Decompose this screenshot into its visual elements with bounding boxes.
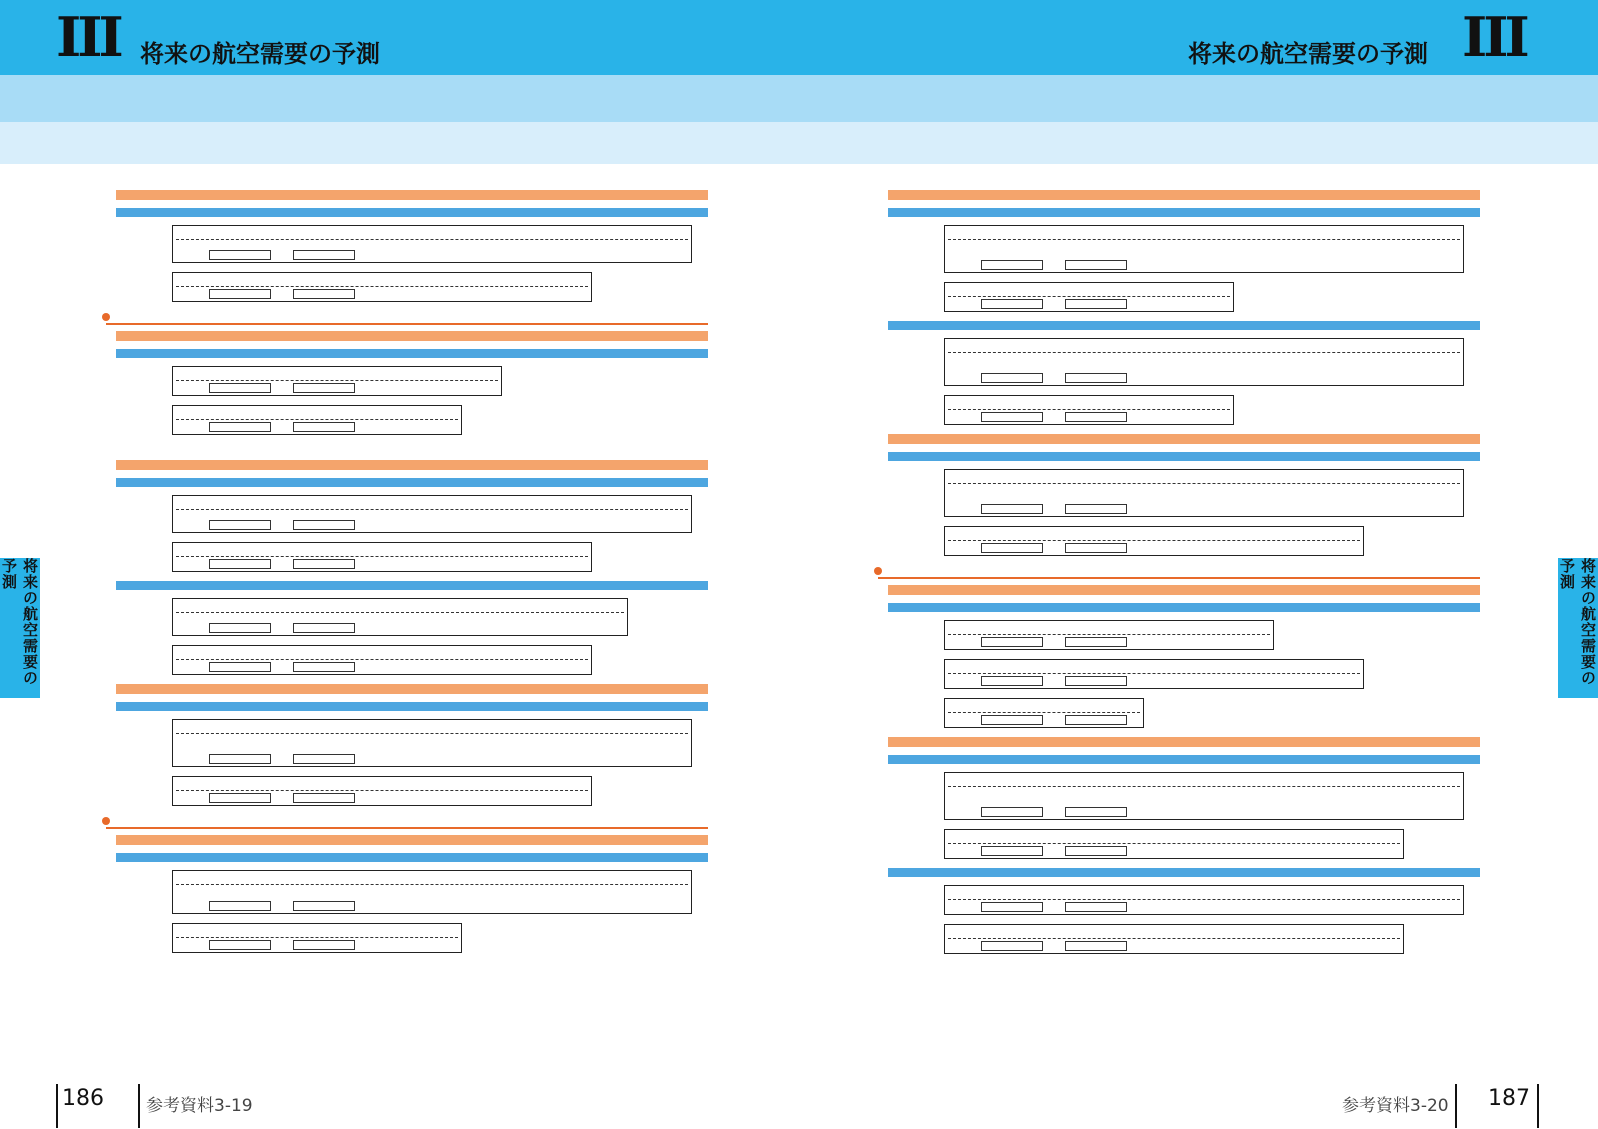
subsection-bar [888, 603, 1480, 612]
subsection-bar [888, 755, 1480, 764]
zone-separator [116, 815, 708, 829]
footer-rule [1537, 1084, 1539, 1128]
page-number-right: 187 [1488, 1086, 1530, 1111]
reference-label-right: 参考資料3-20 [1342, 1096, 1449, 1116]
subsection-bar [116, 853, 708, 862]
footer-rule [56, 1084, 58, 1128]
subsection-bar [116, 349, 708, 358]
chapter-title-right: 将来の航空需要の予測 [1188, 40, 1428, 68]
zone-bar [116, 331, 708, 341]
route-row [888, 924, 1480, 954]
subsection-bar [888, 321, 1480, 330]
footer-rule [138, 1084, 140, 1128]
subsection-bar [116, 208, 708, 217]
zone-bar [888, 190, 1480, 200]
zone-bar [888, 434, 1480, 444]
header-band-light [0, 75, 1598, 122]
route-row [888, 885, 1480, 915]
page-number-left: 186 [62, 1086, 104, 1111]
side-tab-left: 将来の航空需要の予測 [0, 558, 40, 698]
subsection-bar [116, 478, 708, 487]
route-row [888, 772, 1480, 820]
route-row [116, 495, 708, 533]
route-row [888, 620, 1480, 650]
route-row [888, 395, 1480, 425]
zone-bar [116, 460, 708, 470]
zone-bar [116, 684, 708, 694]
route-row [116, 366, 708, 396]
route-row [116, 645, 708, 675]
route-row [888, 659, 1480, 689]
chapter-numeral-right: III [1462, 5, 1526, 69]
route-row [116, 870, 708, 914]
zone-separator [888, 565, 1480, 579]
route-row [888, 469, 1480, 517]
chapter-title-left: 将来の航空需要の予測 [140, 40, 380, 68]
route-row [888, 282, 1480, 312]
subsection-bar [888, 208, 1480, 217]
route-row [116, 776, 708, 806]
zone-bar [116, 835, 708, 845]
subsection-bar [888, 452, 1480, 461]
zone-bar [888, 585, 1480, 595]
chapter-numeral-left: III [56, 5, 120, 69]
route-row [888, 829, 1480, 859]
footer-rule [1455, 1084, 1457, 1128]
zone-separator [116, 311, 708, 325]
route-row [116, 542, 708, 572]
route-row [888, 225, 1480, 273]
zone-bar [116, 190, 708, 200]
route-tables-right [888, 190, 1480, 963]
route-row [888, 526, 1480, 556]
route-row [888, 338, 1480, 386]
reference-label-left: 参考資料3-19 [146, 1096, 253, 1116]
route-row [116, 272, 708, 302]
side-tab-right: 将来の航空需要の予測 [1558, 558, 1598, 698]
route-row [116, 598, 708, 636]
subsection-bar [116, 702, 708, 711]
route-row [888, 698, 1480, 728]
subsection-bar [888, 868, 1480, 877]
zone-bar [888, 737, 1480, 747]
route-row [116, 719, 708, 767]
header-band-pale [0, 122, 1598, 164]
route-row [116, 225, 708, 263]
route-row [116, 405, 708, 435]
route-tables-left [116, 190, 708, 962]
route-row [116, 923, 708, 953]
subsection-bar [116, 581, 708, 590]
